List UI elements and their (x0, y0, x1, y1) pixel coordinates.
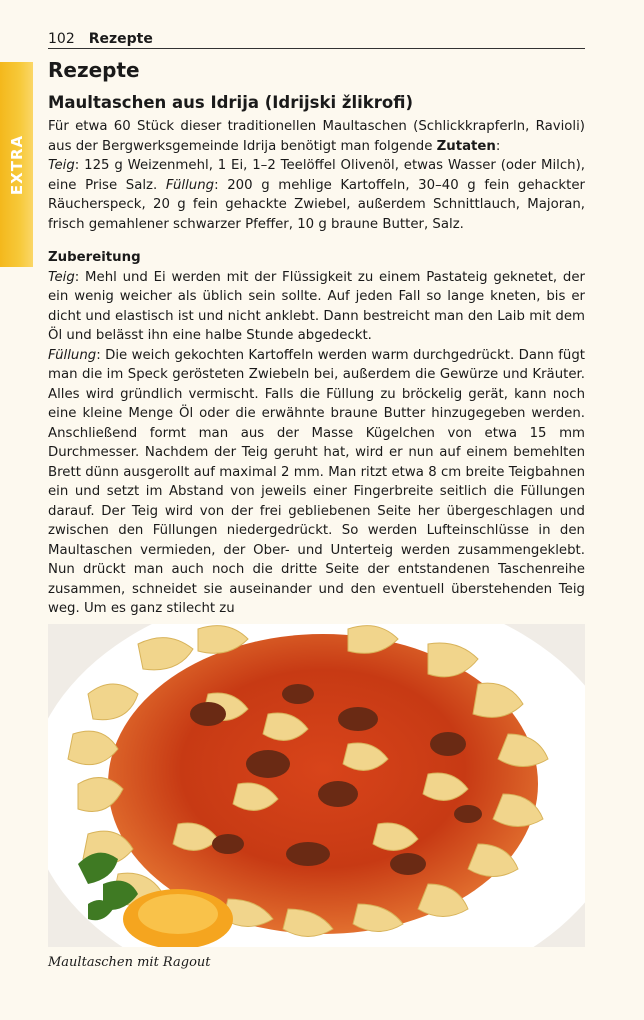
dish-photo (48, 624, 585, 947)
photo-caption: Maultaschen mit Ragout (48, 955, 211, 970)
prep-dough-paragraph (48, 268, 585, 346)
dough-ingredients: : 125 g Weizenmehl, 1 Ei, 1–2 Teelöffel Olivenöl, etwas Wasser (oder Milch), eine Prise Salz. (48, 158, 585, 193)
prep-filling-paragraph (48, 346, 585, 619)
running-header (48, 30, 585, 49)
article-content (48, 56, 585, 619)
filling-ingredients: : 200 g mehlige Kartoffeln, 30–40 g fein gehackter Räucherspeck, 20 g fein gehackte Zwiebel, außerdem Schnittlauch, Majoran, frisch gemahlener schwarzer Pfeffer, 10 g braune Butter, Salz. (48, 177, 585, 232)
prep-filling-label: Füllung (48, 347, 97, 363)
recipe-title: Maultaschen aus Idrija (Idrijski žlikrofi) (48, 93, 413, 112)
section-title: Rezepte (48, 58, 140, 82)
ingredients-paragraph: Für etwa 60 Stück dieser traditionellen Maultaschen (Schlickkrapferln, Ravioli) aus der Bergwerksgemeinde Idrija benötigt man folgende Zutaten: Teig: 125 g Weizenmehl, 1 Ei, 1–2 Teelöffel Olivenöl, etwas Wasser (oder Milch), eine Prise Salz. Füllung: 200 g mehlige Kartoffeln, 30–40 g fein gehackter Räucherspeck, 20 g fein gehackte Zwiebel, außerdem Schnittlauch, Majoran, frisch gemahlener schwarzer Pfeffer, 10 g braune Butter, Salz. (48, 119, 585, 232)
dough-label: Teig (48, 158, 75, 173)
intro-text: Für etwa 60 Stück dieser traditionellen Maultaschen (Schlickkrapferln, Ravioli) aus der Bergwerksgemeinde Idrija benötigt man folgende (48, 119, 585, 154)
filling-label: Füllung (165, 177, 215, 193)
extra-sidebar-tab (0, 62, 33, 267)
running-section-title: Rezepte (88, 31, 153, 47)
ingredients-label: Zutaten (436, 138, 496, 154)
preparation-heading: Zubereitung (48, 250, 141, 265)
maultaschen-ragout-illustration (48, 624, 585, 947)
prep-dough-label: Teig (48, 269, 75, 285)
prep-filling-text: : Die weich gekochten Kartoffeln werden warm durchgedrückt. Dann fügt man die im Speck gerösteten Zwiebeln bei, außerdem die Gewürze und Kräuter. Alles wird gründlich vermischt. Falls die Füllung zu bröckelig gerät, kann noch eine kleine Menge Öl oder die erwähnte braune Butter hinzugegeben werden. Anschließend formt man aus der Masse Kügelchen von etwa 15 mm Durchmesser. Nachdem der Teig geruht hat, wird er nun auf einem bemehlten Brett dünn ausgerollt auf maximal 2 mm. Man ritzt etwa 8 cm breite Teigbahnen ein und setzt im Abstand von jeweils einer Fingerbreite seitlich die Füllungen darauf. Der Teig wird von der frei gebliebenen Seite her übergeschlagen und zwischen den Füllungen niedergedrückt. So werden Lufteinschlüsse in den Maultaschen vermieden, der Ober- und Unterteig werden zusammengeklebt. Nun drückt man auch noch die dritte Seite der entstandenen Taschenreihe zusammen, schneidet sie auseinander und den eventuell überstehenden Teig weg. Um es ganz stilecht zu (48, 347, 585, 616)
prep-dough-text: : Mehl und Ei werden mit der Flüssigkeit zu einem Pastateig geknetet, der ein wenig weicher als üblich sein sollte. Auf jeden Fall so lange kneten, bis er dicht und elastisch ist und nicht anklebt. Dann bestreicht man den Laib mit dem Öl und belässt ihn eine halbe Stunde abgedeckt. (48, 269, 585, 343)
extra-tab-label: EXTRA (7, 134, 26, 195)
page-number: 102 (48, 31, 75, 47)
